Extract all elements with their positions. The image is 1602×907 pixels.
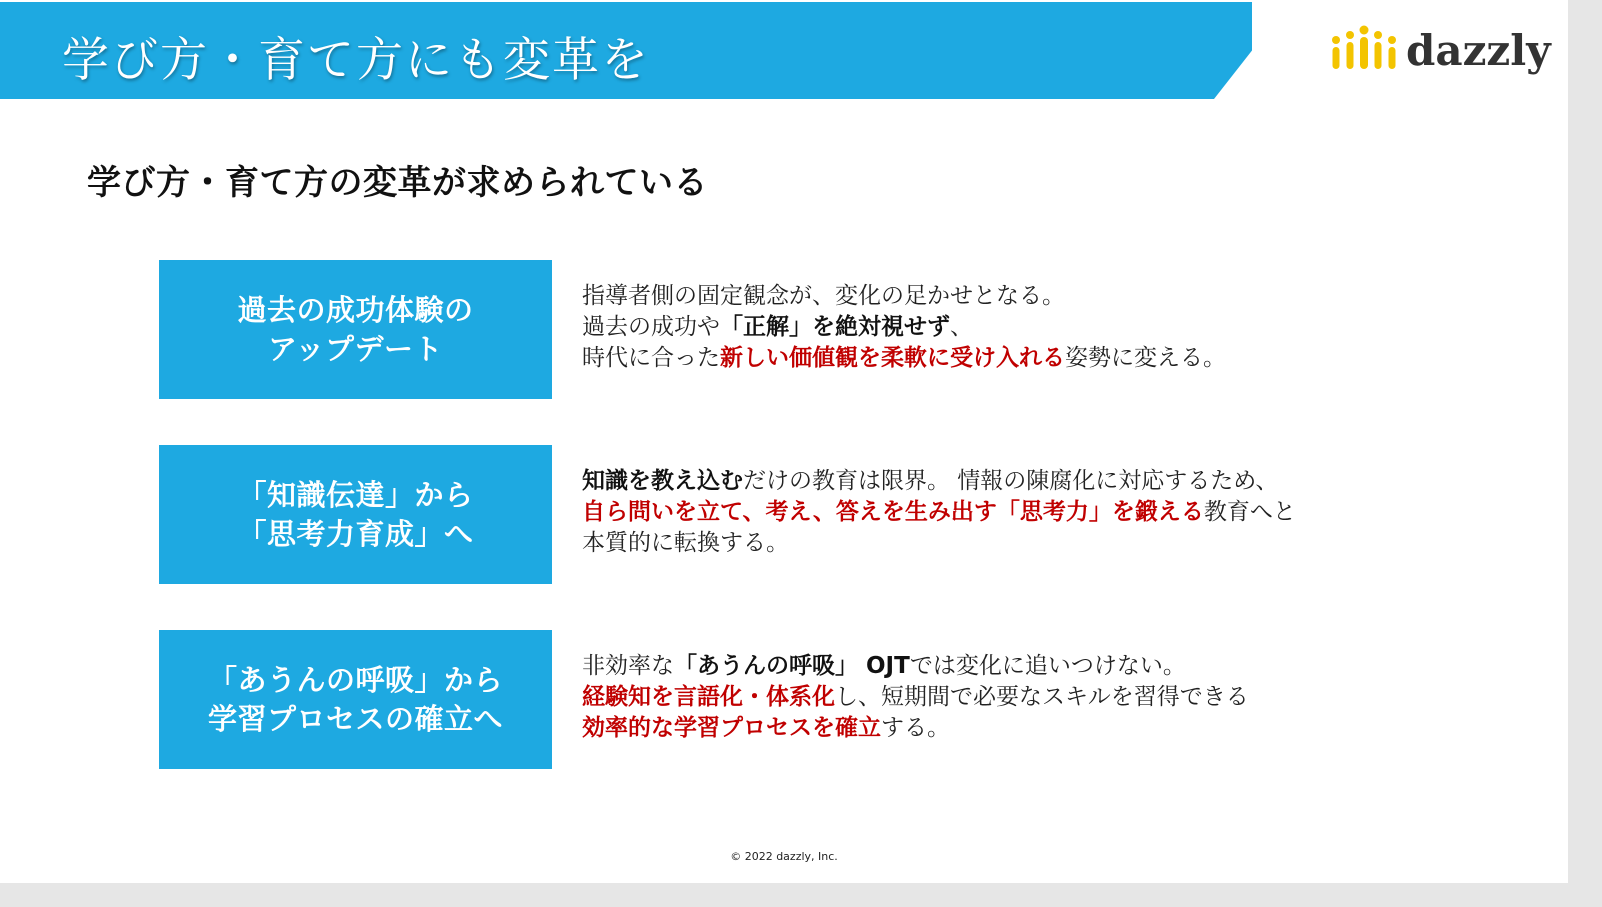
topic-row-1 — [159, 260, 1459, 399]
description-line — [582, 281, 1226, 312]
body-text: 指導者側の固定観念が、変化の足かせとなる。 — [582, 283, 1065, 309]
description-line — [582, 682, 1249, 713]
description-line — [582, 497, 1296, 528]
topic-description-1 — [582, 281, 1226, 374]
topic-description-2 — [582, 466, 1296, 559]
topic-row-2 — [159, 445, 1459, 584]
copyright-footer: © 2022 dazzly, Inc. — [730, 850, 838, 863]
description-line — [582, 651, 1249, 682]
highlight-text: 新しい価値観を柔軟に受け入れる — [720, 345, 1065, 371]
page-title: 学び方・育て方にも変革を — [62, 33, 650, 88]
body-text: 、 — [950, 314, 973, 340]
body-text: する。 — [881, 715, 950, 741]
description-line — [582, 466, 1296, 497]
topic-row-3 — [159, 630, 1459, 769]
topic-box-line: 「あうんの呼吸」から — [207, 662, 503, 697]
description-line — [582, 343, 1226, 374]
body-text: 教育へと — [1203, 499, 1296, 525]
logo-crown-icon — [1328, 22, 1400, 78]
highlight-text: 効率的な学習プロセスを確立 — [582, 715, 881, 741]
logo-text: dazzly — [1406, 25, 1551, 75]
company-logo — [1328, 22, 1551, 78]
topic-box-line: 「知識伝達」から — [237, 477, 474, 512]
topic-box-line: 学習プロセスの確立へ — [207, 701, 503, 736]
bold-text: 「正解」を絶対視せず — [720, 314, 950, 340]
description-line — [582, 312, 1226, 343]
highlight-text: 自ら問いを立て、考え、答えを生み出す「思考力」を鍛える — [582, 499, 1204, 525]
body-text: 非効率な — [582, 653, 674, 679]
topic-box-2 — [159, 445, 552, 584]
body-text: では変化に追いつけない。 — [909, 653, 1186, 679]
bold-text: 知識を教え込む — [582, 468, 743, 494]
description-line — [582, 528, 1296, 559]
topic-description-3 — [582, 651, 1249, 744]
body-text: 過去の成功や — [582, 314, 720, 340]
highlight-text: 経験知を言語化・体系化 — [582, 684, 835, 710]
description-line — [582, 713, 1249, 744]
topic-box-1 — [159, 260, 552, 399]
topic-box-line: アップデート — [268, 331, 443, 366]
body-text: だけの教育は限界。 情報の陳腐化に対応するため、 — [743, 468, 1279, 494]
topic-box-3 — [159, 630, 552, 769]
body-text: 本質的に転換する。 — [582, 530, 789, 556]
topic-box-line: 「思考力育成」へ — [237, 516, 474, 551]
body-text: 姿勢に変える。 — [1065, 345, 1226, 371]
section-subtitle: 学び方・育て方の変革が求められている — [87, 163, 708, 203]
bold-text: 「あうんの呼吸」 OJT — [674, 653, 910, 679]
body-text: し、短期間で必要なスキルを習得できる — [835, 684, 1249, 710]
topic-box-line: 過去の成功体験の — [237, 292, 474, 327]
body-text: 時代に合った — [582, 345, 720, 371]
